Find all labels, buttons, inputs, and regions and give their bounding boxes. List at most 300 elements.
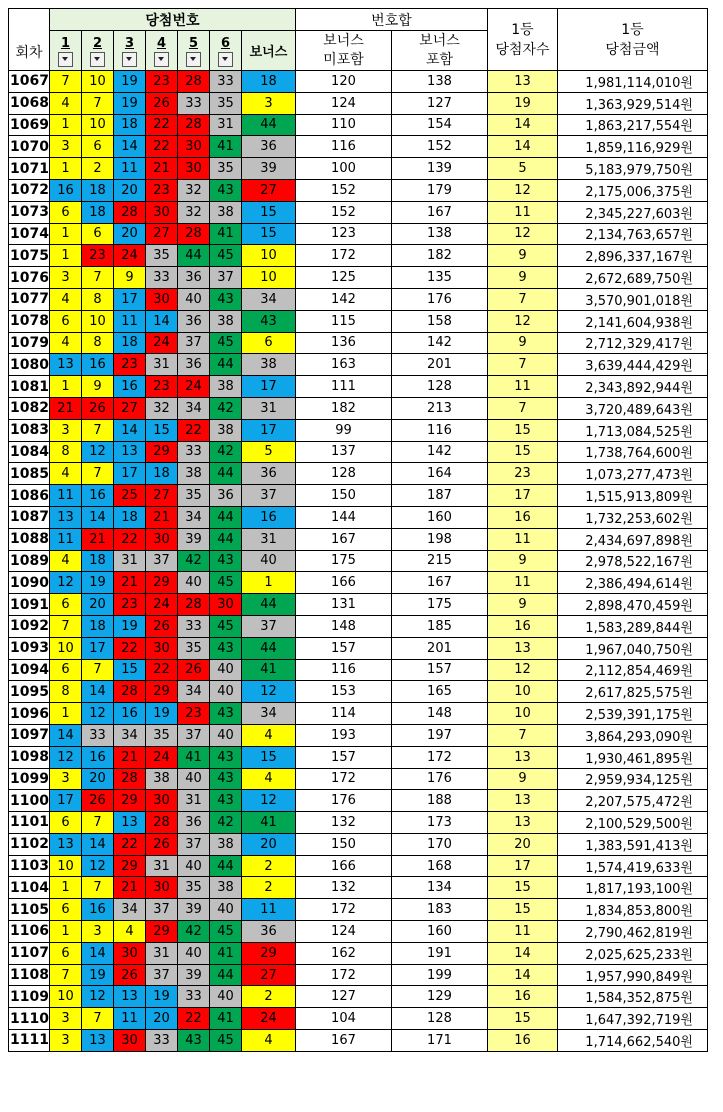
prize-cell: 2,978,522,167원	[557, 550, 707, 572]
number-cell: 7	[81, 419, 113, 441]
number-cell: 13	[113, 812, 145, 834]
number-cell: 2	[81, 158, 113, 180]
sum-excl-cell: 182	[295, 397, 391, 419]
prize-cell: 1,834,853,800원	[557, 899, 707, 921]
sum-excl-cell: 128	[295, 463, 391, 485]
sum-incl-cell: 148	[391, 703, 487, 725]
number-cell: 30	[145, 288, 177, 310]
table-row	[9, 354, 708, 376]
lotto-results-table	[8, 8, 708, 1052]
winners-cell: 12	[487, 179, 557, 201]
col-n1[interactable]	[49, 31, 81, 71]
sum-incl-cell: 176	[391, 288, 487, 310]
number-cell: 42	[177, 550, 209, 572]
number-cell: 30	[145, 790, 177, 812]
prize-cell: 1,073,277,473원	[557, 463, 707, 485]
number-cell: 44	[209, 855, 241, 877]
winners-cell: 9	[487, 594, 557, 616]
sum-excl-cell: 132	[295, 877, 391, 899]
sum-incl-cell: 158	[391, 310, 487, 332]
round-cell: 1088	[9, 528, 50, 550]
table-row	[9, 419, 708, 441]
sum-excl-cell: 116	[295, 136, 391, 158]
table-row	[9, 790, 708, 812]
number-sum-header: 번호합	[295, 9, 487, 31]
number-cell: 25	[113, 485, 145, 507]
bonus-cell: 37	[241, 485, 295, 507]
winners-cell: 13	[487, 812, 557, 834]
round-cell: 1086	[9, 485, 50, 507]
prize-cell: 1,930,461,895원	[557, 746, 707, 768]
number-cell: 40	[177, 572, 209, 594]
table-row	[9, 681, 708, 703]
number-cell: 43	[209, 746, 241, 768]
number-cell: 40	[209, 986, 241, 1008]
table-row	[9, 528, 708, 550]
number-cell: 40	[209, 724, 241, 746]
bonus-cell: 44	[241, 637, 295, 659]
prize-cell: 2,617,825,575원	[557, 681, 707, 703]
col-n1-label: 1	[60, 35, 70, 51]
number-cell: 32	[145, 397, 177, 419]
sum-excl-cell: 172	[295, 964, 391, 986]
winners-cell: 9	[487, 768, 557, 790]
winners-cell: 16	[487, 1030, 557, 1052]
sum-incl-cell: 160	[391, 506, 487, 528]
col-sum-incl-line1: 보너스	[419, 32, 460, 49]
bonus-cell: 41	[241, 659, 295, 681]
number-cell: 44	[209, 964, 241, 986]
table-row	[9, 703, 708, 725]
bonus-cell: 27	[241, 964, 295, 986]
round-header: 회차	[9, 9, 50, 71]
round-cell: 1072	[9, 179, 50, 201]
sum-incl-cell: 215	[391, 550, 487, 572]
sum-excl-cell: 104	[295, 1008, 391, 1030]
number-cell: 45	[209, 1030, 241, 1052]
number-cell: 14	[81, 506, 113, 528]
number-cell: 10	[81, 310, 113, 332]
number-cell: 10	[49, 855, 81, 877]
winners-cell: 7	[487, 397, 557, 419]
number-cell: 21	[113, 877, 145, 899]
number-cell: 35	[209, 158, 241, 180]
number-cell: 38	[209, 419, 241, 441]
col-sum-excl-line1: 보너스	[323, 32, 364, 49]
number-cell: 22	[145, 659, 177, 681]
sum-incl-cell: 164	[391, 463, 487, 485]
prize-cell: 3,570,901,018원	[557, 288, 707, 310]
number-cell: 27	[145, 485, 177, 507]
number-cell: 3	[49, 136, 81, 158]
sum-excl-cell: 99	[295, 419, 391, 441]
winners-cell: 23	[487, 463, 557, 485]
col-n4-label: 4	[156, 35, 166, 51]
number-cell: 39	[177, 899, 209, 921]
prize-cell: 2,134,763,657원	[557, 223, 707, 245]
sum-excl-cell: 163	[295, 354, 391, 376]
number-cell: 19	[113, 92, 145, 114]
prize-cell: 1,957,990,849원	[557, 964, 707, 986]
table-row	[9, 245, 708, 267]
bonus-cell: 2	[241, 986, 295, 1008]
number-cell: 6	[49, 201, 81, 223]
number-cell: 12	[81, 703, 113, 725]
sum-excl-cell: 152	[295, 179, 391, 201]
number-cell: 6	[49, 310, 81, 332]
number-cell: 29	[113, 790, 145, 812]
sum-incl-cell: 134	[391, 877, 487, 899]
number-cell: 18	[113, 506, 145, 528]
bonus-cell: 43	[241, 310, 295, 332]
sum-excl-cell: 115	[295, 310, 391, 332]
number-cell: 29	[113, 855, 145, 877]
bonus-cell: 5	[241, 441, 295, 463]
winners-cell: 11	[487, 572, 557, 594]
number-cell: 11	[49, 528, 81, 550]
round-cell: 1094	[9, 659, 50, 681]
bonus-cell: 11	[241, 899, 295, 921]
prize-cell: 2,712,329,417원	[557, 332, 707, 354]
filter-dropdown-icon[interactable]	[154, 52, 169, 67]
number-cell: 7	[49, 964, 81, 986]
number-cell: 34	[113, 724, 145, 746]
number-cell: 1	[49, 245, 81, 267]
sum-excl-cell: 157	[295, 746, 391, 768]
prize-cell: 1,738,764,600원	[557, 441, 707, 463]
number-cell: 7	[81, 877, 113, 899]
number-cell: 40	[177, 855, 209, 877]
round-cell: 1077	[9, 288, 50, 310]
number-cell: 38	[209, 201, 241, 223]
number-cell: 6	[49, 812, 81, 834]
number-cell: 31	[209, 114, 241, 136]
number-cell: 42	[209, 441, 241, 463]
number-cell: 31	[145, 855, 177, 877]
bonus-cell: 36	[241, 136, 295, 158]
table-row	[9, 114, 708, 136]
sum-excl-cell: 142	[295, 288, 391, 310]
number-cell: 1	[49, 877, 81, 899]
table-row	[9, 332, 708, 354]
sum-excl-cell: 120	[295, 71, 391, 93]
number-cell: 30	[145, 528, 177, 550]
number-cell: 41	[209, 223, 241, 245]
prize-cell: 2,672,689,750원	[557, 267, 707, 289]
round-cell: 1106	[9, 921, 50, 943]
col-n4[interactable]	[145, 31, 177, 71]
bonus-cell: 20	[241, 833, 295, 855]
prize-cell: 1,383,591,413원	[557, 833, 707, 855]
number-cell: 38	[177, 463, 209, 485]
sum-excl-cell: 124	[295, 921, 391, 943]
number-cell: 23	[113, 354, 145, 376]
number-cell: 4	[113, 921, 145, 943]
round-cell: 1103	[9, 855, 50, 877]
prize-cell: 1,981,114,010원	[557, 71, 707, 93]
col-sum-excl-bonus	[295, 31, 391, 71]
number-cell: 24	[145, 594, 177, 616]
round-cell: 1067	[9, 71, 50, 93]
round-cell: 1090	[9, 572, 50, 594]
number-cell: 20	[113, 223, 145, 245]
number-cell: 17	[113, 463, 145, 485]
round-cell: 1079	[9, 332, 50, 354]
sum-excl-cell: 167	[295, 1030, 391, 1052]
sum-incl-cell: 176	[391, 768, 487, 790]
number-cell: 37	[177, 724, 209, 746]
winners-cell: 14	[487, 114, 557, 136]
number-cell: 38	[209, 877, 241, 899]
prize-cell: 2,112,854,469원	[557, 659, 707, 681]
number-cell: 8	[81, 288, 113, 310]
table-row	[9, 1008, 708, 1030]
number-cell: 26	[145, 615, 177, 637]
number-cell: 20	[81, 594, 113, 616]
first-winners-header-line1: 1등	[511, 21, 534, 38]
table-row	[9, 223, 708, 245]
winners-cell: 11	[487, 528, 557, 550]
table-row	[9, 267, 708, 289]
number-cell: 13	[113, 441, 145, 463]
sum-incl-cell: 199	[391, 964, 487, 986]
number-cell: 13	[81, 1030, 113, 1052]
sum-excl-cell: 172	[295, 768, 391, 790]
table-row	[9, 376, 708, 398]
filter-dropdown-icon[interactable]	[122, 52, 137, 67]
number-cell: 43	[177, 1030, 209, 1052]
sum-excl-cell: 167	[295, 528, 391, 550]
number-cell: 37	[177, 833, 209, 855]
sum-incl-cell: 139	[391, 158, 487, 180]
number-cell: 43	[209, 550, 241, 572]
sum-excl-cell: 150	[295, 833, 391, 855]
number-cell: 3	[49, 267, 81, 289]
prize-cell: 1,515,913,809원	[557, 485, 707, 507]
bonus-cell: 34	[241, 288, 295, 310]
number-cell: 24	[145, 746, 177, 768]
filter-dropdown-icon[interactable]	[90, 52, 105, 67]
winners-cell: 17	[487, 855, 557, 877]
number-cell: 3	[49, 419, 81, 441]
prize-cell: 2,790,462,819원	[557, 921, 707, 943]
prize-cell: 2,141,604,938원	[557, 310, 707, 332]
number-cell: 28	[177, 223, 209, 245]
sum-incl-cell: 172	[391, 746, 487, 768]
round-cell: 1082	[9, 397, 50, 419]
number-cell: 30	[209, 594, 241, 616]
filter-dropdown-icon[interactable]	[186, 52, 201, 67]
number-cell: 10	[81, 114, 113, 136]
number-cell: 7	[81, 1008, 113, 1030]
round-cell: 1109	[9, 986, 50, 1008]
round-cell: 1069	[9, 114, 50, 136]
number-cell: 27	[145, 223, 177, 245]
number-cell: 43	[209, 179, 241, 201]
round-cell: 1081	[9, 376, 50, 398]
sum-incl-cell: 142	[391, 332, 487, 354]
sum-incl-cell: 168	[391, 855, 487, 877]
filter-dropdown-icon[interactable]	[58, 52, 73, 67]
prize-cell: 1,363,929,514원	[557, 92, 707, 114]
bonus-cell: 27	[241, 179, 295, 201]
col-n5[interactable]	[177, 31, 209, 71]
round-cell: 1096	[9, 703, 50, 725]
number-cell: 45	[209, 572, 241, 594]
number-cell: 24	[113, 245, 145, 267]
number-cell: 12	[81, 441, 113, 463]
round-cell: 1102	[9, 833, 50, 855]
number-cell: 28	[177, 114, 209, 136]
bonus-cell: 4	[241, 768, 295, 790]
number-cell: 41	[209, 1008, 241, 1030]
number-cell: 8	[49, 441, 81, 463]
bonus-cell: 16	[241, 506, 295, 528]
sum-excl-cell: 144	[295, 506, 391, 528]
number-cell: 41	[209, 136, 241, 158]
number-cell: 23	[145, 71, 177, 93]
number-cell: 15	[113, 659, 145, 681]
sum-incl-cell: 171	[391, 1030, 487, 1052]
prize-cell: 1,647,392,719원	[557, 1008, 707, 1030]
bonus-cell: 44	[241, 114, 295, 136]
bonus-cell: 24	[241, 1008, 295, 1030]
bonus-cell: 4	[241, 724, 295, 746]
number-cell: 18	[113, 114, 145, 136]
number-cell: 21	[49, 397, 81, 419]
number-cell: 4	[49, 288, 81, 310]
bonus-cell: 17	[241, 419, 295, 441]
winners-cell: 15	[487, 441, 557, 463]
sum-excl-cell: 193	[295, 724, 391, 746]
number-cell: 7	[81, 267, 113, 289]
table-row	[9, 659, 708, 681]
sum-excl-cell: 111	[295, 376, 391, 398]
number-cell: 21	[145, 158, 177, 180]
number-cell: 16	[81, 354, 113, 376]
winners-cell: 10	[487, 681, 557, 703]
bonus-cell: 36	[241, 921, 295, 943]
number-cell: 21	[145, 506, 177, 528]
sum-incl-cell: 127	[391, 92, 487, 114]
bonus-cell: 36	[241, 463, 295, 485]
number-cell: 11	[113, 310, 145, 332]
number-cell: 27	[113, 397, 145, 419]
table-row	[9, 441, 708, 463]
winners-cell: 15	[487, 1008, 557, 1030]
number-cell: 37	[145, 964, 177, 986]
number-cell: 17	[81, 637, 113, 659]
col-bonus: 보너스	[241, 31, 295, 71]
col-n2[interactable]	[81, 31, 113, 71]
number-cell: 30	[113, 942, 145, 964]
number-cell: 16	[113, 376, 145, 398]
round-cell: 1075	[9, 245, 50, 267]
col-n6[interactable]	[209, 31, 241, 71]
number-cell: 43	[209, 790, 241, 812]
bonus-cell: 15	[241, 223, 295, 245]
number-cell: 8	[81, 332, 113, 354]
number-cell: 3	[49, 1008, 81, 1030]
table-row	[9, 899, 708, 921]
table-row	[9, 201, 708, 223]
number-cell: 17	[49, 790, 81, 812]
sum-excl-cell: 150	[295, 485, 391, 507]
table-row	[9, 877, 708, 899]
number-cell: 6	[49, 942, 81, 964]
number-cell: 28	[177, 594, 209, 616]
winners-cell: 15	[487, 419, 557, 441]
number-cell: 14	[81, 942, 113, 964]
winners-cell: 9	[487, 267, 557, 289]
prize-cell: 2,539,391,175원	[557, 703, 707, 725]
round-cell: 1074	[9, 223, 50, 245]
number-cell: 12	[49, 572, 81, 594]
number-cell: 6	[81, 223, 113, 245]
number-cell: 12	[49, 746, 81, 768]
winners-cell: 9	[487, 245, 557, 267]
number-cell: 30	[177, 158, 209, 180]
number-cell: 20	[113, 179, 145, 201]
sum-incl-cell: 198	[391, 528, 487, 550]
number-cell: 18	[113, 332, 145, 354]
number-cell: 28	[177, 71, 209, 93]
number-cell: 36	[177, 354, 209, 376]
col-n5-label: 5	[188, 35, 198, 51]
round-cell: 1095	[9, 681, 50, 703]
sum-incl-cell: 170	[391, 833, 487, 855]
number-cell: 22	[145, 114, 177, 136]
number-cell: 38	[209, 376, 241, 398]
sum-incl-cell: 213	[391, 397, 487, 419]
col-n3[interactable]	[113, 31, 145, 71]
number-cell: 26	[177, 659, 209, 681]
number-cell: 38	[145, 768, 177, 790]
table-row	[9, 397, 708, 419]
prize-cell: 1,584,352,875원	[557, 986, 707, 1008]
sum-incl-cell: 116	[391, 419, 487, 441]
number-cell: 18	[81, 201, 113, 223]
round-cell: 1100	[9, 790, 50, 812]
number-cell: 35	[209, 92, 241, 114]
sum-excl-cell: 175	[295, 550, 391, 572]
number-cell: 3	[81, 921, 113, 943]
number-cell: 14	[113, 419, 145, 441]
sum-excl-cell: 152	[295, 201, 391, 223]
round-cell: 1098	[9, 746, 50, 768]
filter-dropdown-icon[interactable]	[218, 52, 233, 67]
number-cell: 10	[81, 71, 113, 93]
table-row	[9, 158, 708, 180]
sum-incl-cell: 128	[391, 1008, 487, 1030]
sum-excl-cell: 162	[295, 942, 391, 964]
number-cell: 24	[145, 332, 177, 354]
number-cell: 16	[49, 179, 81, 201]
sum-incl-cell: 167	[391, 572, 487, 594]
number-cell: 44	[209, 506, 241, 528]
number-cell: 13	[49, 354, 81, 376]
number-cell: 23	[145, 179, 177, 201]
round-cell: 1097	[9, 724, 50, 746]
sum-incl-cell: 138	[391, 223, 487, 245]
bonus-cell: 18	[241, 71, 295, 93]
round-cell: 1084	[9, 441, 50, 463]
number-cell: 1	[49, 703, 81, 725]
number-cell: 26	[145, 92, 177, 114]
number-cell: 37	[145, 550, 177, 572]
sum-excl-cell: 124	[295, 92, 391, 114]
bonus-cell: 12	[241, 790, 295, 812]
